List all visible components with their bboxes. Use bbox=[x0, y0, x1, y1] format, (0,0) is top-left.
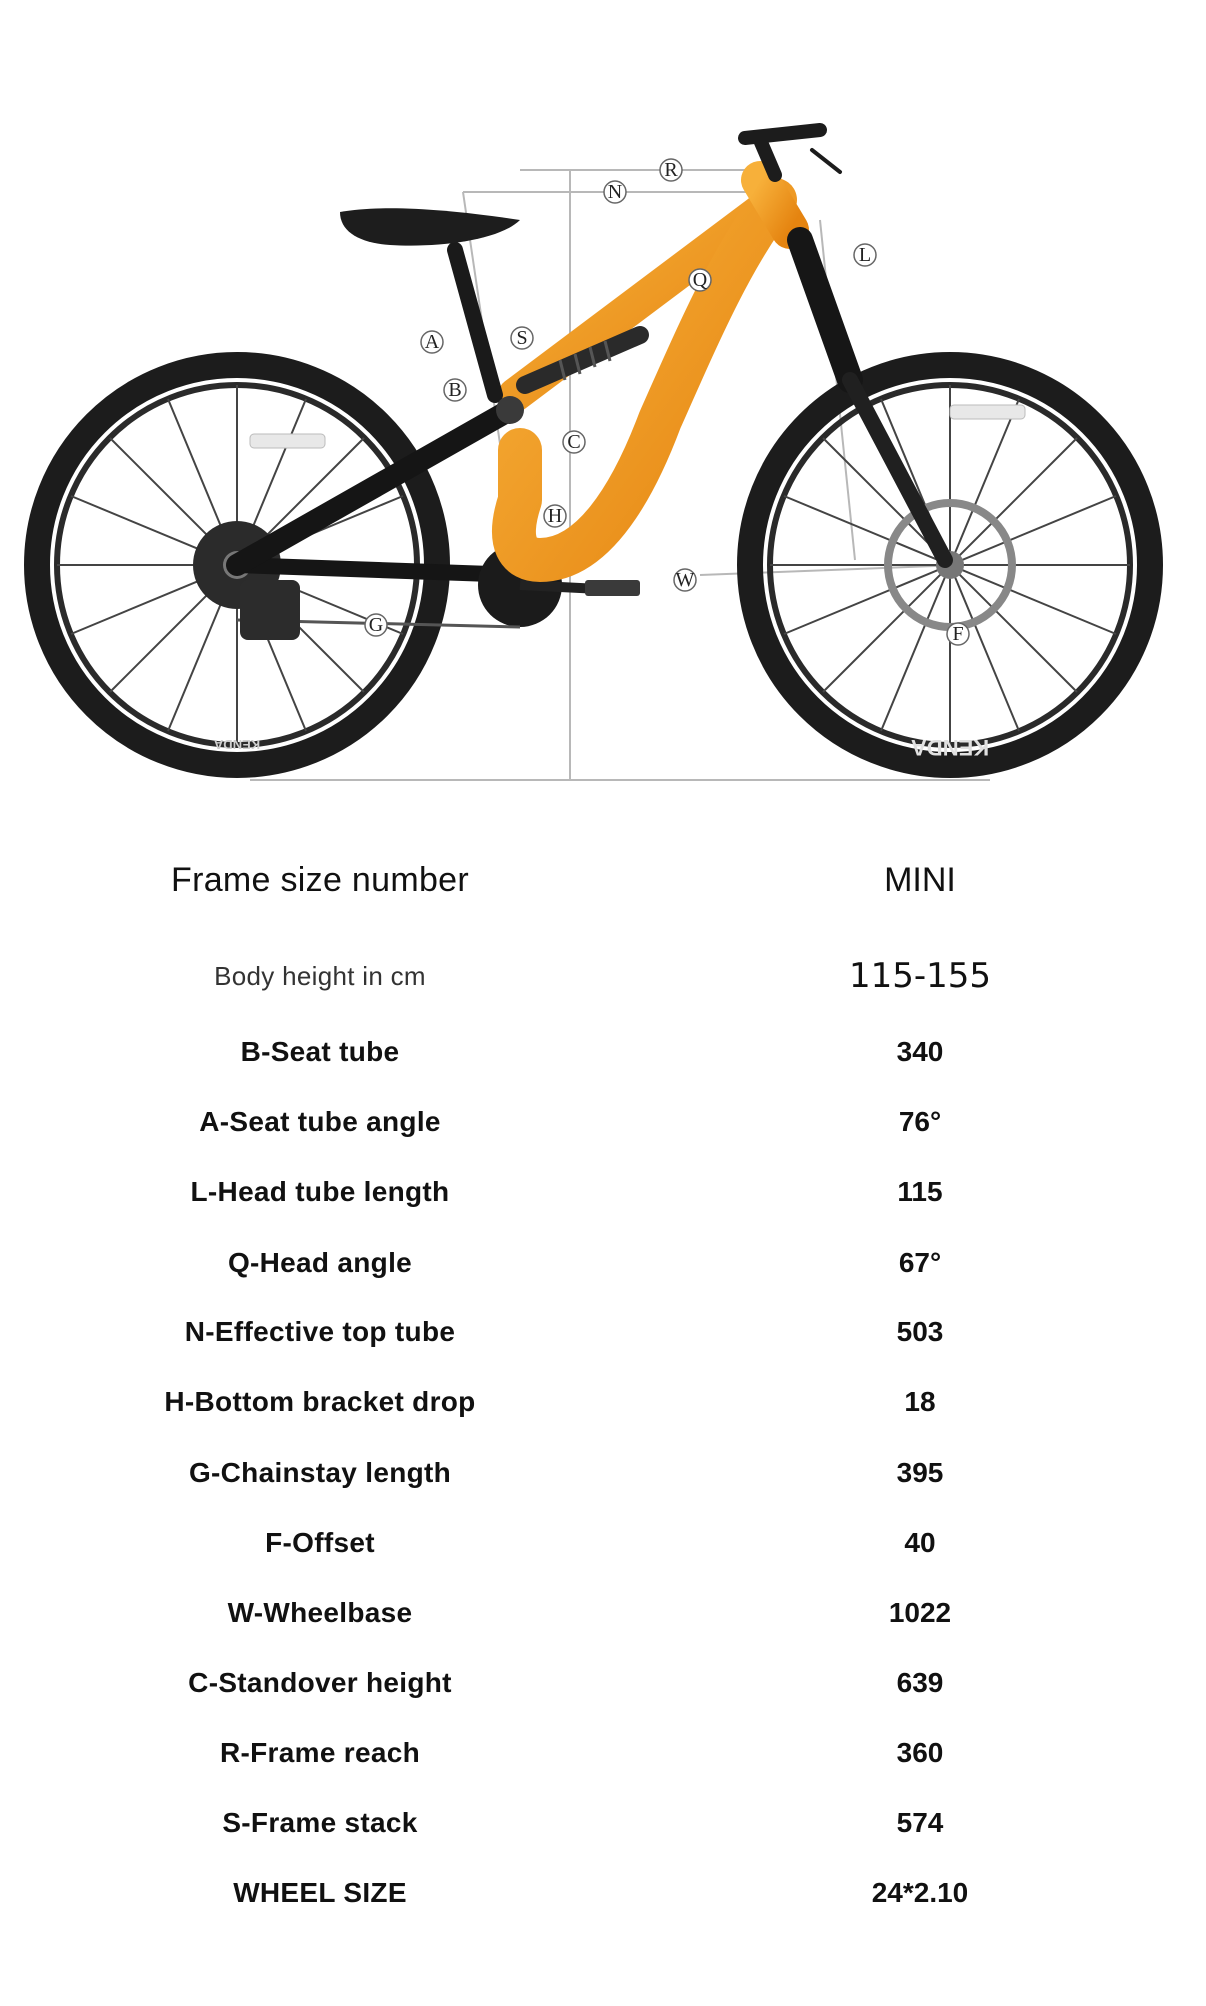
callout-b bbox=[444, 379, 466, 401]
row-label: G-Chainstay length bbox=[188, 1457, 452, 1488]
row-value: 18 bbox=[904, 1386, 936, 1417]
svg-text:F: F bbox=[952, 623, 964, 645]
svg-text:C: C bbox=[567, 431, 581, 453]
callout-w bbox=[674, 569, 696, 591]
table-header-row bbox=[0, 850, 1206, 910]
callout-c bbox=[563, 431, 585, 453]
row-label: R-Frame reach bbox=[220, 1737, 420, 1768]
svg-text:A: A bbox=[424, 331, 440, 353]
callout-f bbox=[947, 623, 969, 645]
svg-text:N: N bbox=[607, 181, 623, 203]
table-row bbox=[0, 1443, 1206, 1503]
callout-s bbox=[511, 327, 533, 349]
svg-text:H: H bbox=[547, 505, 563, 527]
table-row bbox=[0, 1583, 1206, 1643]
row-value: 76° bbox=[898, 1106, 942, 1137]
seat-assembly bbox=[340, 208, 520, 395]
bike-geometry-diagram bbox=[0, 0, 1206, 800]
svg-text:L: L bbox=[858, 244, 872, 266]
row-label: A-Seat tube angle bbox=[199, 1106, 441, 1137]
row-value: 574 bbox=[896, 1807, 944, 1838]
svg-text:B: B bbox=[448, 379, 462, 401]
callout-g bbox=[365, 614, 387, 636]
table-row bbox=[0, 1233, 1206, 1293]
row-value: 24*2.10 bbox=[871, 1877, 969, 1908]
callout-n bbox=[604, 181, 626, 203]
row-label: WHEEL SIZE bbox=[233, 1877, 407, 1908]
callout-q bbox=[689, 269, 711, 291]
row-label: B-Seat tube bbox=[240, 1036, 400, 1067]
body-height-label: Body height in cm bbox=[214, 961, 426, 991]
rear-reflector bbox=[250, 434, 325, 448]
front-tire-brand: KENDA bbox=[910, 735, 990, 760]
row-value: 115 bbox=[897, 1176, 943, 1207]
front-reflector bbox=[950, 405, 1025, 419]
table-row bbox=[0, 1092, 1206, 1152]
table-row bbox=[0, 1653, 1206, 1713]
row-value: 639 bbox=[896, 1667, 944, 1698]
callout-a bbox=[421, 331, 443, 353]
body-height-row bbox=[0, 946, 1206, 1006]
callout-l bbox=[854, 244, 876, 266]
row-label: H-Bottom bracket drop bbox=[164, 1386, 476, 1417]
table-row bbox=[0, 1302, 1206, 1362]
header-label: Frame size number bbox=[171, 861, 469, 899]
table-row bbox=[0, 1162, 1206, 1222]
table-row bbox=[0, 1513, 1206, 1573]
svg-text:S: S bbox=[516, 327, 528, 349]
row-value: 67° bbox=[898, 1247, 942, 1278]
row-value: 40 bbox=[904, 1527, 936, 1558]
row-value: 340 bbox=[896, 1036, 944, 1067]
table-row bbox=[0, 1723, 1206, 1783]
svg-text:G: G bbox=[368, 614, 384, 636]
callout-h bbox=[544, 505, 566, 527]
row-label: F-Offset bbox=[265, 1527, 375, 1558]
row-label: C-Standover height bbox=[188, 1667, 452, 1698]
header-value: MINI bbox=[884, 861, 956, 899]
row-label: Q-Head angle bbox=[227, 1247, 413, 1278]
row-value: 360 bbox=[896, 1737, 944, 1768]
row-label: W-Wheelbase bbox=[227, 1597, 413, 1628]
body-height-value: 115-155 bbox=[848, 956, 992, 996]
svg-text:R: R bbox=[664, 159, 678, 181]
row-label: N-Effective top tube bbox=[184, 1316, 456, 1347]
row-value: 1022 bbox=[888, 1597, 952, 1628]
svg-text:Q: Q bbox=[692, 269, 708, 291]
row-value: 503 bbox=[896, 1316, 944, 1347]
table-row bbox=[0, 1863, 1206, 1923]
table-row bbox=[0, 1793, 1206, 1853]
rear-tire-brand: KENDA bbox=[213, 737, 261, 752]
callout-r bbox=[660, 159, 682, 181]
row-label: L-Head tube length bbox=[190, 1176, 450, 1207]
row-label: S-Frame stack bbox=[222, 1807, 418, 1838]
table-row bbox=[0, 1372, 1206, 1432]
svg-text:W: W bbox=[675, 569, 695, 591]
row-value: 395 bbox=[896, 1457, 944, 1488]
table-row bbox=[0, 1022, 1206, 1082]
